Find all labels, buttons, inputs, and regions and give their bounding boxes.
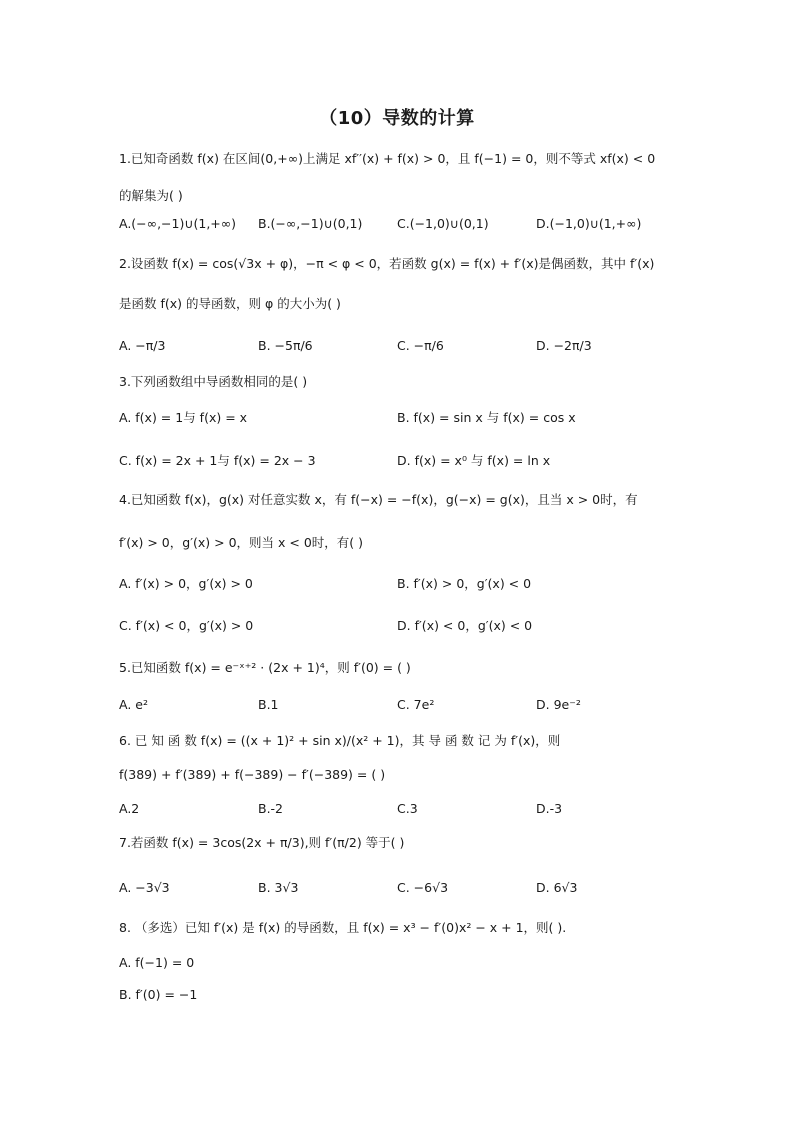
question-7-option-c: C. −6√3 bbox=[397, 880, 449, 895]
question-3-option-a: A. f(x) = 1与 f(x) = x bbox=[119, 410, 248, 425]
question-4-line-1: 4.已知函数 f(x)，g(x) 对任意实数 x，有 f(−x) = −f(x)，g(−x) = g(x)，且当 x > 0时，有 bbox=[119, 492, 638, 507]
question-4-option-b: B. f′(x) > 0，g′(x) < 0 bbox=[397, 576, 532, 591]
question-2-line-1: 2.设函数 f(x) = cos(√3x + φ)，−π < φ < 0，若函数 g(x) = f(x) + f′(x)是偶函数，其中 f′(x) bbox=[119, 256, 655, 271]
page-title: （10）导数的计算 bbox=[319, 108, 475, 129]
question-2-option-d: D. −2π/3 bbox=[536, 338, 592, 353]
question-5-option-a: A. e² bbox=[119, 697, 148, 712]
question-2-option-b: B. −5π/6 bbox=[258, 338, 313, 353]
question-5-line-1: 5.已知函数 f(x) = e⁻ˣ⁺² · (2x + 1)⁴，则 f′(0) = ( ) bbox=[119, 660, 411, 675]
question-2-line-2: 是函数 f(x) 的导函数，则 φ 的大小为( ) bbox=[119, 296, 341, 311]
question-8-option-b: B. f′(0) = −1 bbox=[119, 987, 198, 1002]
question-8-option-a: A. f(−1) = 0 bbox=[119, 955, 195, 970]
question-3-option-d: D. f(x) = x⁰ 与 f(x) = ln x bbox=[397, 453, 551, 468]
question-8-line-1: 8. （多选）已知 f′(x) 是 f(x) 的导函数，且 f(x) = x³ − f′(0)x² − x + 1，则( ). bbox=[119, 920, 567, 935]
question-1-line-2: 的解集为( ) bbox=[119, 188, 183, 203]
question-1-option-b: B.(−∞,−1)∪(0,1) bbox=[258, 216, 363, 231]
question-1-option-c: C.(−1,0)∪(0,1) bbox=[397, 216, 489, 231]
question-1-option-a: A.(−∞,−1)∪(1,+∞) bbox=[119, 216, 237, 231]
question-6-line-1: 6. 已 知 函 数 f(x) = ((x + 1)² + sin x)/(x² + 1)，其 导 函 数 记 为 f′(x)，则 bbox=[119, 733, 561, 748]
question-6-option-a: A.2 bbox=[119, 801, 140, 816]
question-1-line-1: 1.已知奇函数 f(x) 在区间(0,+∞)上满足 xf′′(x) + f(x) > 0，且 f(−1) = 0，则不等式 xf(x) < 0 bbox=[119, 151, 656, 166]
question-6-option-b: B.-2 bbox=[258, 801, 284, 816]
question-7-option-d: D. 6√3 bbox=[536, 880, 578, 895]
question-6-line-2: f(389) + f′(389) + f(−389) − f′(−389) = ( ) bbox=[119, 767, 386, 782]
question-7-line-1: 7.若函数 f(x) = 3cos(2x + π/3),则 f′(π/2) 等于( ) bbox=[119, 835, 405, 850]
question-4-option-d: D. f′(x) < 0，g′(x) < 0 bbox=[397, 618, 533, 633]
question-3-line-1: 3.下列函数组中导函数相同的是( ) bbox=[119, 374, 308, 389]
question-5-option-d: D. 9e⁻² bbox=[536, 697, 581, 712]
question-5-option-c: C. 7e² bbox=[397, 697, 435, 712]
question-1-option-d: D.(−1,0)∪(1,+∞) bbox=[536, 216, 642, 231]
question-2-option-a: A. −π/3 bbox=[119, 338, 166, 353]
question-7-option-a: A. −3√3 bbox=[119, 880, 170, 895]
question-6-option-c: C.3 bbox=[397, 801, 418, 816]
question-5-option-b: B.1 bbox=[258, 697, 279, 712]
question-4-option-a: A. f′(x) > 0，g′(x) > 0 bbox=[119, 576, 253, 591]
question-2-option-c: C. −π/6 bbox=[397, 338, 444, 353]
question-4-option-c: C. f′(x) < 0，g′(x) > 0 bbox=[119, 618, 254, 633]
question-4-line-2: f′(x) > 0，g′(x) > 0，则当 x < 0时，有( ) bbox=[119, 535, 364, 550]
question-7-option-b: B. 3√3 bbox=[258, 880, 299, 895]
question-6-option-d: D.-3 bbox=[536, 801, 563, 816]
question-3-option-b: B. f(x) = sin x 与 f(x) = cos x bbox=[397, 410, 576, 425]
question-3-option-c: C. f(x) = 2x + 1与 f(x) = 2x − 3 bbox=[119, 453, 316, 468]
